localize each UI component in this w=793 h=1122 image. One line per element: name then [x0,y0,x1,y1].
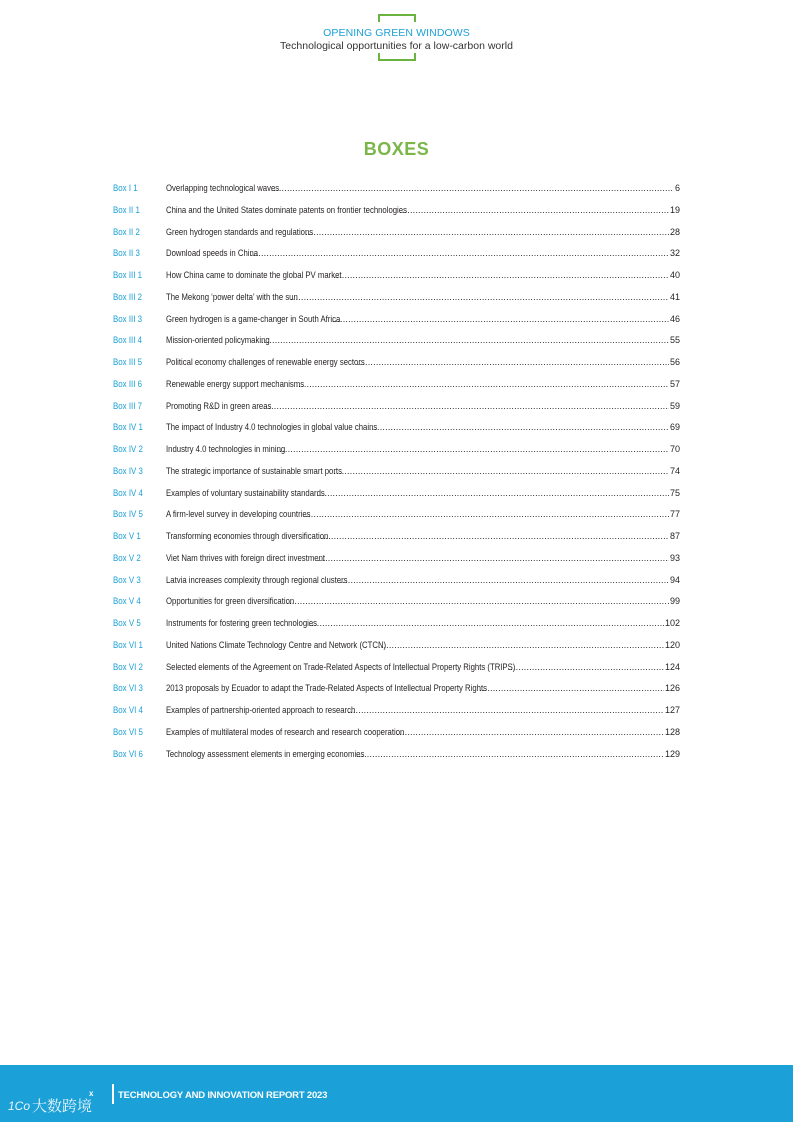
box-title: The Mekong ‘power delta’ with the sun [166,291,298,302]
box-title: Instruments for fostering green technologies [166,618,318,628]
box-label: Box IV 2 [113,444,143,454]
box-entry[interactable] [113,488,680,510]
box-page-number: 127 [664,705,680,715]
box-label: Box VI 6 [113,748,143,759]
box-page-number: 126 [664,683,680,694]
box-title: Renewable energy support mechanisms [166,378,305,389]
box-label: Box VI 2 [113,661,143,672]
dot-leader [316,488,669,498]
box-title: Green hydrogen is a game-changer in South Africa [166,313,341,324]
box-label: Box III 5 [113,357,143,367]
box-entry[interactable] [113,379,680,401]
box-label: Box IV 5 [113,509,143,520]
box-title-wrap [166,335,669,345]
box-entry[interactable] [113,270,680,292]
box-label: Box III 4 [113,335,143,346]
dot-leader [334,270,669,280]
box-label: Box VI 5 [113,726,143,737]
box-entry[interactable] [113,618,680,640]
box-title-wrap [166,227,669,237]
box-title: Latvia increases complexity through regional clusters [166,574,348,585]
box-page-number: 69 [669,422,680,433]
box-title-wrap [166,270,669,280]
box-entry[interactable] [113,531,680,553]
box-title-wrap [166,553,669,563]
section-title: BOXES [363,139,430,159]
box-entry[interactable] [113,640,680,662]
box-page-number: 40 [669,270,680,280]
dot-leader [340,575,669,585]
box-title-wrap [166,248,669,258]
box-entry[interactable] [113,248,680,270]
dot-leader [261,335,669,345]
box-title-wrap [166,531,669,541]
box-title: China and the United States dominate patents on frontier technologies [166,204,407,215]
box-title-wrap [166,662,664,672]
box-label: Box V 3 [113,574,141,585]
page-footer [0,1065,793,1122]
box-page-number: 77 [669,509,680,520]
box-entry[interactable] [113,683,680,705]
dot-leader [320,531,669,541]
box-title: Mission-oriented policymaking [166,335,270,346]
box-page-number: 75 [669,487,680,498]
box-label: Box I 1 [113,183,138,193]
box-title-wrap [166,205,669,215]
box-page-number: 87 [669,531,680,541]
box-page-number: 19 [669,204,680,215]
box-entry[interactable] [113,335,680,357]
box-title: Technology assessment elements in emerging economies [166,748,365,759]
box-title: The impact of Industry 4.0 technologies in global value chains [166,422,378,433]
box-title: A firm-level survey in developing countries [166,509,311,520]
dot-leader [356,749,664,759]
dot-leader [290,292,669,302]
box-page-number: 46 [669,313,680,324]
box-label: Box II 2 [113,226,140,237]
box-label: Box III 7 [113,400,143,411]
box-label: Box VI 1 [113,639,143,650]
box-title-wrap [166,357,669,367]
box-title-wrap [166,422,669,432]
box-title-wrap [166,466,669,476]
dot-leader [271,183,674,193]
box-entry[interactable] [113,292,680,314]
box-page-number: 70 [669,444,680,454]
watermark [8,1095,92,1116]
box-title-wrap [166,314,669,324]
box-label: Box V 1 [113,531,141,541]
box-label: Box V 4 [113,596,141,607]
boxes-list [113,183,680,770]
box-label: Box III 1 [113,270,143,280]
box-title-wrap [166,640,664,650]
box-label: Box V 5 [113,618,141,628]
dot-leader [286,596,669,606]
box-title: Overlapping technological waves [166,183,280,193]
box-entry[interactable] [113,466,680,488]
box-title: Examples of multilateral modes of research and research cooperation [166,726,405,737]
header-subtitle: Technological opportunities for a low-carbon world [280,40,513,52]
box-entry[interactable] [113,183,680,205]
box-page-number: 57 [669,378,680,389]
box-page-number: 6 [674,183,680,193]
box-label: Box II 3 [113,248,140,259]
box-title-wrap [166,292,669,302]
box-title-wrap [166,575,669,585]
box-entry[interactable] [113,749,680,771]
box-entry[interactable] [113,662,680,684]
dot-leader [317,553,669,563]
box-title-wrap [166,183,674,193]
box-page-number: 129 [664,748,680,759]
box-title-wrap [166,444,669,454]
box-page-number: 28 [669,226,680,237]
box-entry[interactable] [113,205,680,227]
box-entry[interactable] [113,444,680,466]
box-entry[interactable] [113,705,680,727]
dot-leader [303,509,669,519]
box-entry[interactable] [113,727,680,749]
box-label: Box IV 4 [113,487,143,498]
box-title: Examples of partnership-oriented approach to research [166,705,356,715]
box-page-number: 124 [664,661,680,672]
box-title: Green hydrogen standards and regulations [166,226,314,237]
box-page-number: 102 [664,618,680,628]
box-title: How China came to dominate the global PV market [166,270,342,280]
page-number: x [89,1089,94,1098]
box-page-number: 94 [669,574,680,585]
box-title: Opportunities for green diversification [166,596,295,607]
box-title: Viet Nam thrives with foreign direct investment [166,552,326,563]
box-entry[interactable] [113,401,680,423]
dot-leader [305,227,669,237]
box-title: Industry 4.0 technologies in mining [166,444,286,454]
box-page-number: 59 [669,400,680,411]
box-label: Box III 3 [113,313,143,324]
box-label: Box IV 3 [113,465,143,476]
box-label: Box III 6 [113,378,143,389]
dot-leader [332,314,669,324]
dot-leader [334,466,669,476]
box-title-wrap [166,488,669,498]
header-bracket-top [378,14,416,22]
dot-leader [347,705,664,715]
box-title-wrap [166,618,664,628]
box-label: Box VI 3 [113,683,143,694]
dot-leader [277,444,669,454]
box-title: Promoting R&D in green areas [166,400,272,411]
box-page-number: 128 [664,726,680,737]
dot-leader [369,422,669,432]
box-title-wrap [166,749,664,759]
box-page-number: 120 [664,639,680,650]
box-entry[interactable] [113,422,680,444]
header-bracket-bottom [378,53,416,61]
box-title: Selected elements of the Agreement on Trade-Related Aspects of Intellectual Property Rights (TRIPS) [166,661,516,672]
dot-leader [479,683,664,693]
box-title-wrap [166,509,669,519]
box-label: Box IV 1 [113,422,143,433]
watermark-logo-icon: 1Co [8,1098,31,1113]
box-title-wrap [166,683,664,693]
dot-leader [263,401,669,411]
box-title: 2013 proposals by Ecuador to adapt the Trade-Related Aspects of Intellectual Property Rights [166,683,487,694]
box-entry[interactable] [113,553,680,575]
box-page-number: 74 [669,465,680,476]
box-page-number: 55 [669,335,680,346]
dot-leader [296,379,669,389]
header-title: OPENING GREEN WINDOWS [323,27,470,39]
box-title: Transforming economies through diversification [166,531,329,541]
box-title: United Nations Climate Technology Centre and Network (CTCN) [166,639,387,650]
dot-leader [508,662,664,672]
box-page-number: 41 [669,291,680,302]
box-page-number: 99 [669,596,680,607]
box-title: The strategic importance of sustainable smart ports [166,465,342,476]
dot-leader [309,618,664,628]
box-title-wrap [166,596,669,606]
box-entry[interactable] [113,227,680,249]
box-label: Box V 2 [113,552,141,563]
box-entry[interactable] [113,314,680,336]
dot-leader [397,727,664,737]
box-page-number: 56 [669,357,680,367]
box-title: Download speeds in China [166,248,259,259]
box-entry[interactable] [113,575,680,597]
box-title-wrap [166,401,669,411]
box-title-wrap [166,727,664,737]
footer-report-title: TECHNOLOGY AND INNOVATION REPORT 2023 [118,1090,328,1101]
box-page-number: 93 [669,552,680,563]
box-entry[interactable] [113,357,680,379]
dot-leader [399,205,669,215]
box-page-number: 32 [669,248,680,259]
box-label: Box VI 4 [113,705,143,715]
box-entry[interactable] [113,596,680,618]
box-title-wrap [166,379,669,389]
box-title-wrap [166,705,664,715]
box-title: Examples of voluntary sustainability standards [166,487,325,498]
watermark-text: 大数跨境 [32,1098,93,1115]
footer-divider [112,1084,114,1104]
dot-leader [378,640,664,650]
box-label: Box III 2 [113,291,143,302]
dot-leader [250,248,669,258]
box-label: Box II 1 [113,204,140,215]
dot-leader [357,357,669,367]
box-entry[interactable] [113,509,680,531]
box-title: Political economy challenges of renewable energy sectors [166,357,365,367]
